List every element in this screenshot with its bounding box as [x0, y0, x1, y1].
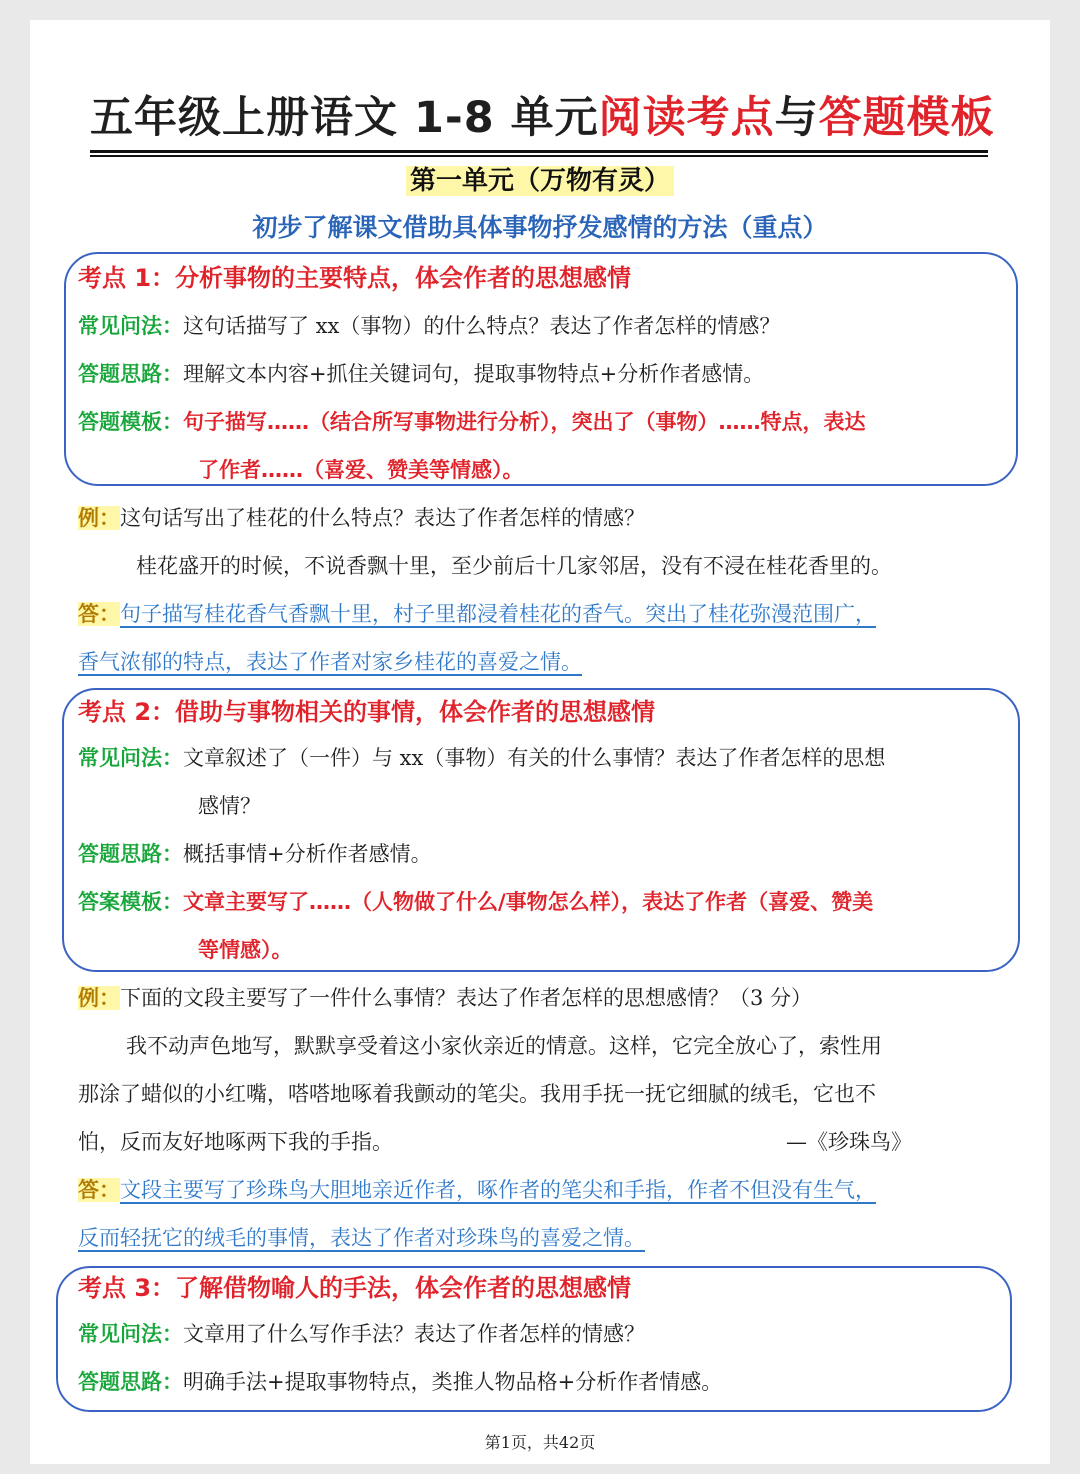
- kaodian2-question-cont: 感情？: [198, 794, 261, 818]
- kaodian1-template: 答题模板：句子描写……（结合所写事物进行分析），突出了（事物）……特点，表达: [78, 410, 866, 434]
- example1-answer-cont: 香气浓郁的特点，表达了作者对家乡桂花的喜爱之情。: [78, 650, 582, 674]
- title-underline-double: [90, 155, 988, 157]
- example2-passage-1: 我不动声色地写，默默享受着这小家伙亲近的情意。这样，它完全放心了，索性用: [126, 1034, 882, 1058]
- kaodian3-title: 考点 3：了解借物喻人的手法，体会作者的思想感情: [78, 1274, 632, 1302]
- example2-answer: 答：文段主要写了珍珠鸟大胆地亲近作者，啄作者的笔尖和手指，作者不但没有生气，: [78, 1178, 876, 1202]
- kaodian2-strategy: 答题思路：概括事情+分析作者感情。: [78, 842, 432, 866]
- example1-answer: 答：句子描写桂花香气香飘十里，村子里都浸着桂花的香气。突出了桂花弥漫范围广，: [78, 602, 876, 626]
- kaodian1-question: 常见问法：这句话描写了 xx（事物）的什么特点？表达了作者怎样的情感？: [78, 314, 781, 338]
- example2-passage-3: 怕，反而友好地啄两下我的手指。: [78, 1130, 393, 1154]
- example1-question: 例：这句话写出了桂花的什么特点？表达了作者怎样的情感？: [78, 506, 645, 530]
- title-part-2: 阅读考点: [598, 93, 775, 143]
- kaodian2-template: 答案模板：文章主要写了……（人物做了什么/事物怎么样），表达了作者（喜爱、赞美: [78, 890, 874, 914]
- example2-source: —《珍珠鸟》: [786, 1130, 912, 1154]
- kaodian1-strategy: 答题思路：理解文本内容+抓住关键词句，提取事物特点+分析作者感情。: [78, 362, 765, 386]
- title-part-1: 五年级上册语文 1-8 单元: [90, 93, 599, 143]
- unit-focus: 初步了解课文借助具体事物抒发感情的方法（重点）: [252, 213, 828, 242]
- document-title: [90, 84, 995, 145]
- kaodian2-template-cont: 等情感）。: [198, 938, 293, 962]
- kaodian3-question: 常见问法：文章用了什么写作手法？表达了作者怎样的情感？: [78, 1322, 645, 1346]
- title-underline: [90, 150, 988, 153]
- document-page: [30, 20, 1050, 1464]
- page-number: 第1页，共42页: [484, 1433, 596, 1452]
- unit-title: 第一单元（万物有灵）: [30, 160, 1050, 197]
- title-part-3: 与: [774, 93, 819, 143]
- kaodian2-box: [62, 688, 1020, 972]
- example2-passage-2: 那涂了蜡似的小红嘴，嗒嗒地啄着我颤动的笔尖。我用手抚一抚它细腻的绒毛，它也不: [78, 1082, 876, 1106]
- example1-passage: 桂花盛开的时候，不说香飘十里，至少前后十几家邻居，没有不浸在桂花香里的。: [136, 554, 892, 578]
- kaodian1-title: 考点 1：分析事物的主要特点，体会作者的思想感情: [78, 264, 632, 292]
- example2-question: 例：下面的文段主要写了一件什么事情？表达了作者怎样的思想感情？（3 分）: [78, 986, 813, 1010]
- title-part-4: 答题模板: [818, 93, 995, 143]
- kaodian1-template-cont: 了作者……（喜爱、赞美等情感）。: [198, 458, 524, 482]
- kaodian2-title: 考点 2：借助与事物相关的事情，体会作者的思想感情: [78, 698, 656, 726]
- example2-answer-cont: 反而轻抚它的绒毛的事情，表达了作者对珍珠鸟的喜爱之情。: [78, 1226, 645, 1250]
- kaodian2-question: 常见问法：文章叙述了（一件）与 xx（事物）有关的什么事情？表达了作者怎样的思想: [78, 746, 886, 770]
- kaodian3-strategy: 答题思路：明确手法+提取事物特点，类推人物品格+分析作者情感。: [78, 1370, 723, 1394]
